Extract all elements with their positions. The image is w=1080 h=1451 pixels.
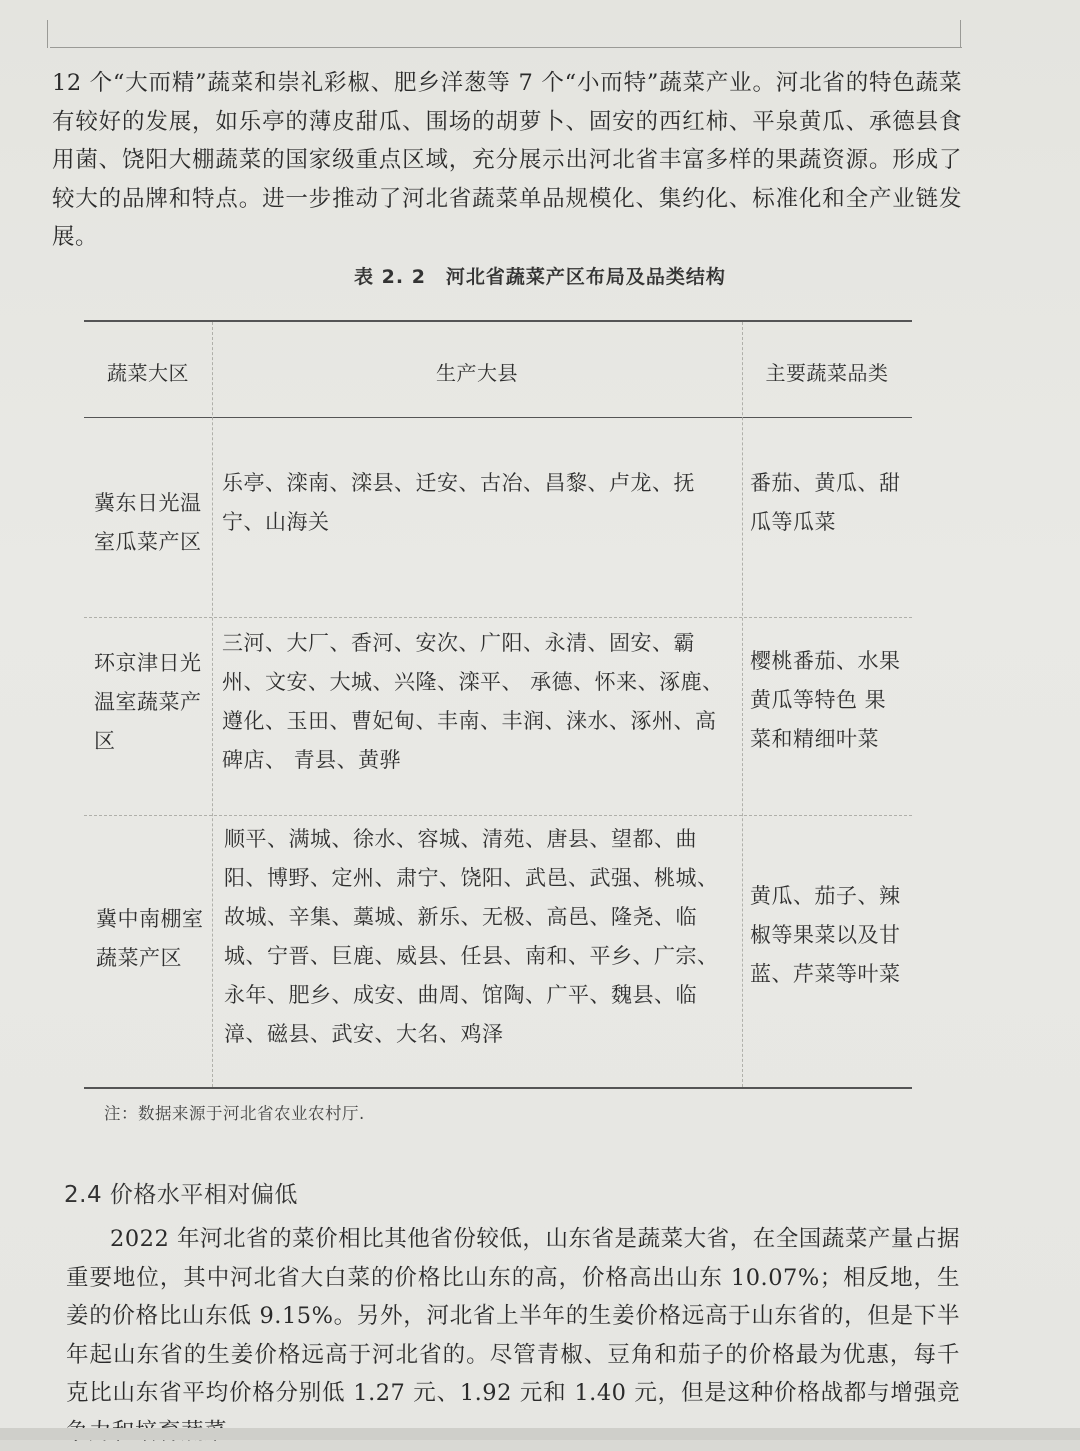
table-cell-counties: 乐亭、滦南、滦县、迁安、古冶、昌黎、卢龙、抚宁、山海关 <box>222 471 695 534</box>
page-margin-corner-left <box>47 20 48 48</box>
page-margin-corner-right <box>960 20 961 48</box>
table-note: 注：数据来源于河北省农业农村厅. <box>104 1104 365 1123</box>
section-heading: 2.4 价格水平相对偏低 <box>64 1182 298 1208</box>
table-row-divider <box>84 815 912 816</box>
table-cell-counties: 三河、大厂、香河、安次、广阳、永清、固安、霸州、文安、大城、兴隆、滦平、 承德、怀来、涿鹿、遵化、玉田、曹妃甸、丰南、丰润、涞水、涿州、高碑店、 青县、黄骅 <box>222 631 724 772</box>
table-cell-categories: 樱桃番茄、水果黄瓜等特色 果菜和精细叶菜 <box>750 649 901 751</box>
table-cell-categories: 番茄、黄瓜、甜瓜等瓜菜 <box>750 471 901 534</box>
table-cell-region: 环京津日光温室蔬菜产区 <box>94 651 202 753</box>
vegetable-region-table <box>84 320 912 1089</box>
table-header-rule <box>84 417 912 418</box>
table-cell-counties: 顺平、满城、徐水、容城、清苑、唐县、望都、曲阳、博野、定州、肃宁、饶阳、武邑、武强、桃城、故城、辛集、藁城、新乐、无极、高邑、隆尧、临城、宁晋、巨鹿、威县、任县、南和、平乡、广宗、永年、肥乡、成安、曲周、馆陶、广平、魏县、临漳、磁县、武安、大名、鸡泽 <box>224 827 719 1046</box>
table-header-categories: 主要蔬菜品类 <box>765 361 889 385</box>
body-paragraph-2: 2022 年河北省的菜价相比其他省份较低，山东省是蔬菜大省，在全国蔬菜产量占据重要地位，其中河北省大白菜的价格比山东的高，价格高出山东 10.07%；相反地，生姜的价格比山东低 9.15%。另外，河北省上半年的生姜价格远高于山东省的，但是下半年起山东省的生姜价格远高于河北省的。尽管青椒、豆角和茄子的价格最为优惠，每千克比山东省平均价格分别低 1.27 元、1.92 元和 1.40 元，但是这种价格战都与增强竞 <box>66 1226 960 1406</box>
body-paragraph-1: 12 个“大而精”蔬菜和崇礼彩椒、肥乡洋葱等 7 个“小而特”蔬菜产业。河北省的特色蔬菜有较好的发展，如乐亭的薄皮甜瓜、围场的胡萝卜、固安的西红柿、平泉黄瓜、承德县食用菌、饶阳大棚蔬菜的国家级重点区域，充分展示出河北省丰富多样的果蔬资源。形成了较大的品牌和特点。进一步推动了河北省蔬菜单品规模化、集约化、标准化和全产业链发展。 <box>52 70 962 250</box>
table-row-divider <box>84 617 912 618</box>
table-column-divider <box>742 322 743 1087</box>
table-cell-categories: 黄瓜、茄子、辣椒等果菜以及甘蓝、芹菜等叶菜 <box>750 884 901 986</box>
table-column-divider <box>212 322 213 1087</box>
page-margin-guide <box>50 47 962 48</box>
table-header-counties: 生产大县 <box>436 361 518 385</box>
table-header-region: 蔬菜大区 <box>107 361 189 385</box>
table-title: 表 2. 2 河北省蔬菜产区布局及品类结构 <box>354 266 726 288</box>
table-cell-region: 冀东日光温室瓜菜产区 <box>94 491 202 554</box>
bottom-edge <box>0 1428 1080 1440</box>
table-cell-region: 冀中南棚室蔬菜产区 <box>96 907 204 970</box>
